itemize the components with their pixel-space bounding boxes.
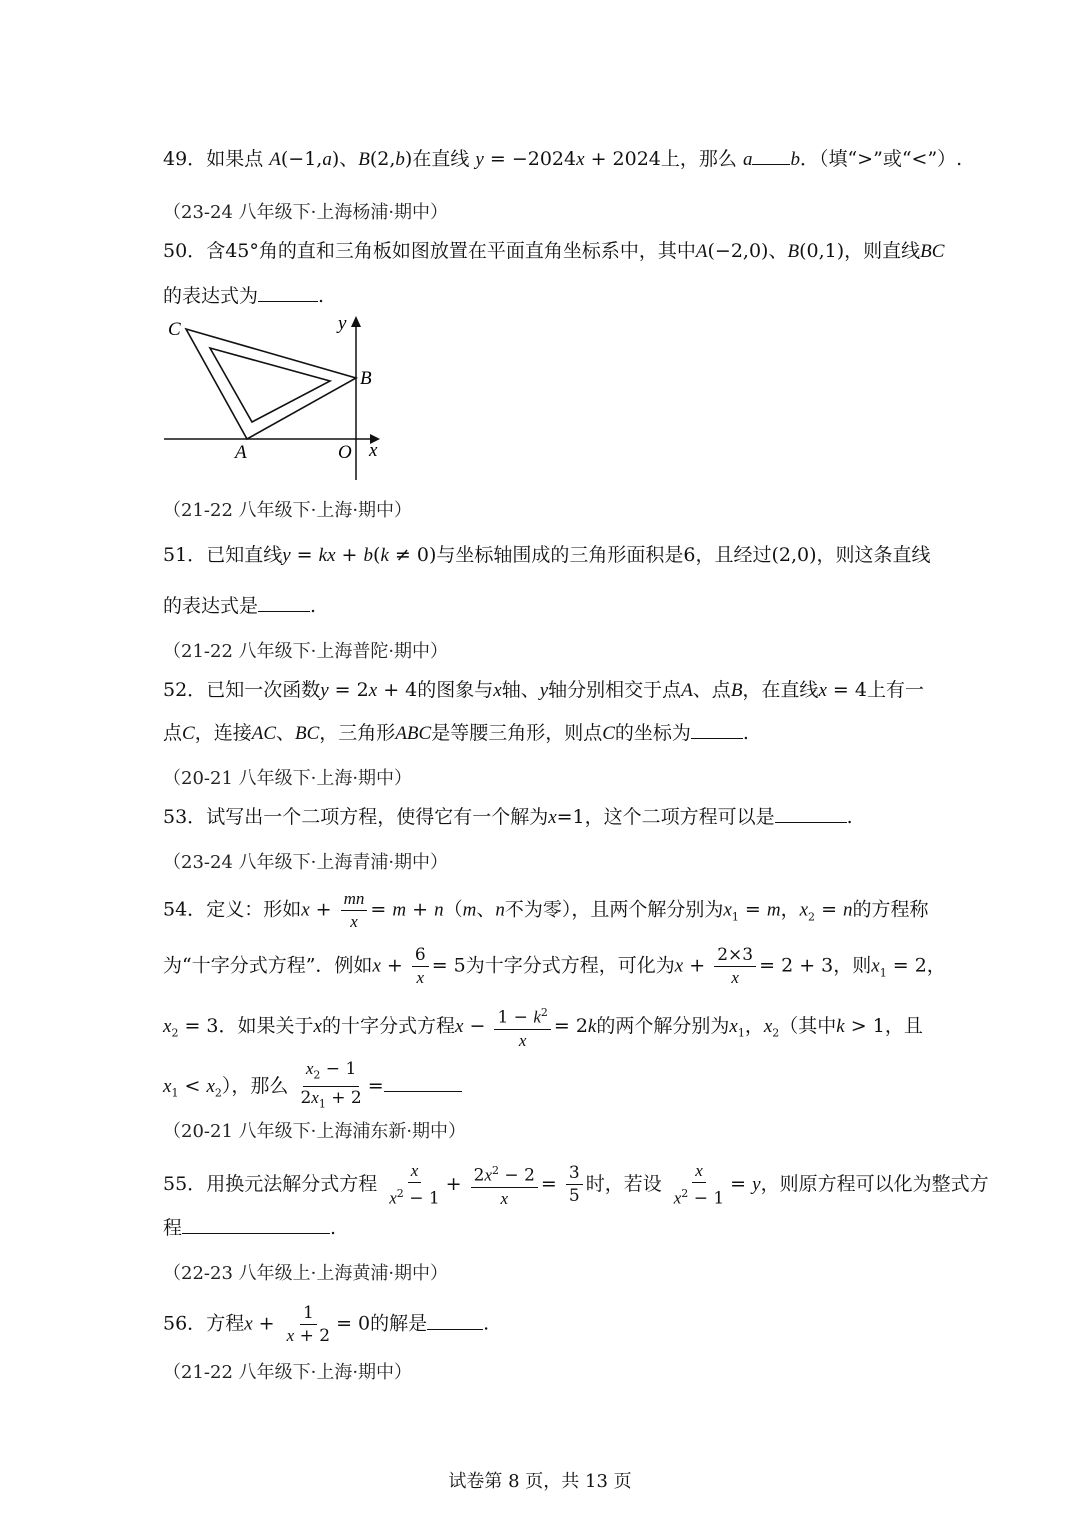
q50-line1: 50．含45°角的直和三角板如图放置在平面直角坐标系中，其中A(−2,0)、B(0,1)，则直线BC xyxy=(163,240,945,262)
q53-source: （23-24 八年级下·上海青浦·期中） xyxy=(163,852,449,873)
q50-source: （21-22 八年级下·上海·期中） xyxy=(163,500,413,521)
q49-blank[interactable] xyxy=(752,146,790,165)
q55-line2: 程 . xyxy=(163,1217,337,1239)
q52-line2: 点C，连接AC、BC，三角形ABC是等腰三角形，则点C的坐标为 . xyxy=(163,722,749,744)
q54-line2: 为“十字分式方程”．例如x + $\frac{6}{x}$ = 5为十字分式方程，可化为x + $\frac{2\times 3}{x}$ = 2 + 3，则$x_1 = 2$， xyxy=(163,945,946,987)
q51-line1: 51．已知直线y = kx + b(k ≠ 0)与坐标轴围成的三角形面积是6，且经过(2,0)，则这条直线 xyxy=(163,544,931,566)
q50-figure xyxy=(160,310,390,490)
label-O: O xyxy=(338,442,352,463)
q56-source: （21-22 八年级下·上海·期中） xyxy=(163,1362,413,1383)
label-x: x xyxy=(369,440,378,461)
q55-blank[interactable] xyxy=(182,1215,330,1234)
q53-line: 53．试写出一个二项方程，使得它有一个解为x=1，这个二项方程可以是 . xyxy=(163,806,853,828)
q54-line4: $x_1 < x_2$），那么 $\frac{x_2 - 1}{2x_1 + 2}$ = xyxy=(163,1058,462,1116)
label-y: y xyxy=(338,313,347,334)
label-B: B xyxy=(360,368,372,389)
q55-source: （22-23 八年级上·上海黄浦·期中） xyxy=(163,1263,449,1284)
triangle-inner xyxy=(210,348,330,422)
q52-line1: 52．已知一次函数y = 2x + 4的图象与x轴、y轴分别相交于点A、点B，在直线x = 4上有一 xyxy=(163,679,924,701)
label-A: A xyxy=(235,442,247,463)
q54-line3: $x_2 = 3$．如果关于x的十字分式方程x − $\frac{1 - k^2}{x}$ = 2k的两个解分别为$x_1$，$x_2$（其中k > 1，且 xyxy=(163,1002,923,1052)
page-footer: 试卷第 8 页，共 13 页 xyxy=(448,1471,632,1492)
triangle-outer xyxy=(186,329,356,439)
q55-line1: 55．用换元法解分式方程 $\frac{x}{x^2 - 1}$ + $\frac{2x^2 - 2}{x}$ = $\frac{3}{5}$ 时，若设 $\frac{x}{x^2 - 1}$ = y，则原方程可以化为整式方 xyxy=(163,1161,989,1209)
q51-line2: 的表达式是 . xyxy=(163,595,317,617)
q52-blank[interactable] xyxy=(691,720,743,739)
label-C: C xyxy=(168,319,181,340)
q56-blank[interactable] xyxy=(427,1311,483,1330)
q53-blank[interactable] xyxy=(775,804,847,823)
q56-line: 56．方程x + $\frac{1}{x + 2}$ = 0的解是 . xyxy=(163,1303,490,1346)
q49-line: 49．如果点 A(−1,a)、B(2,b)在直线 y = −2024x + 2024上，那么 a b．（填“>”或“<”）. xyxy=(163,148,963,170)
q49-source: （23-24 八年级下·上海杨浦·期中） xyxy=(163,202,449,223)
q51-source: （21-22 八年级下·上海普陀·期中） xyxy=(163,641,449,662)
q50-blank[interactable] xyxy=(258,283,318,302)
q50-line2: 的表达式为 . xyxy=(163,285,325,307)
q51-blank[interactable] xyxy=(258,593,310,612)
q54-blank[interactable] xyxy=(384,1073,462,1092)
q52-source: （20-21 八年级下·上海·期中） xyxy=(163,768,413,789)
q54-line1: 54．定义：形如x + $\frac{mn}{x}$ = m + n（m、n不为零），且两个解分别为$x_1 = m$，$x_2 = n$的方程称 xyxy=(163,889,929,931)
y-axis-arrow xyxy=(351,316,361,327)
q54-source: （20-21 八年级下·上海浦东新·期中） xyxy=(163,1121,467,1142)
